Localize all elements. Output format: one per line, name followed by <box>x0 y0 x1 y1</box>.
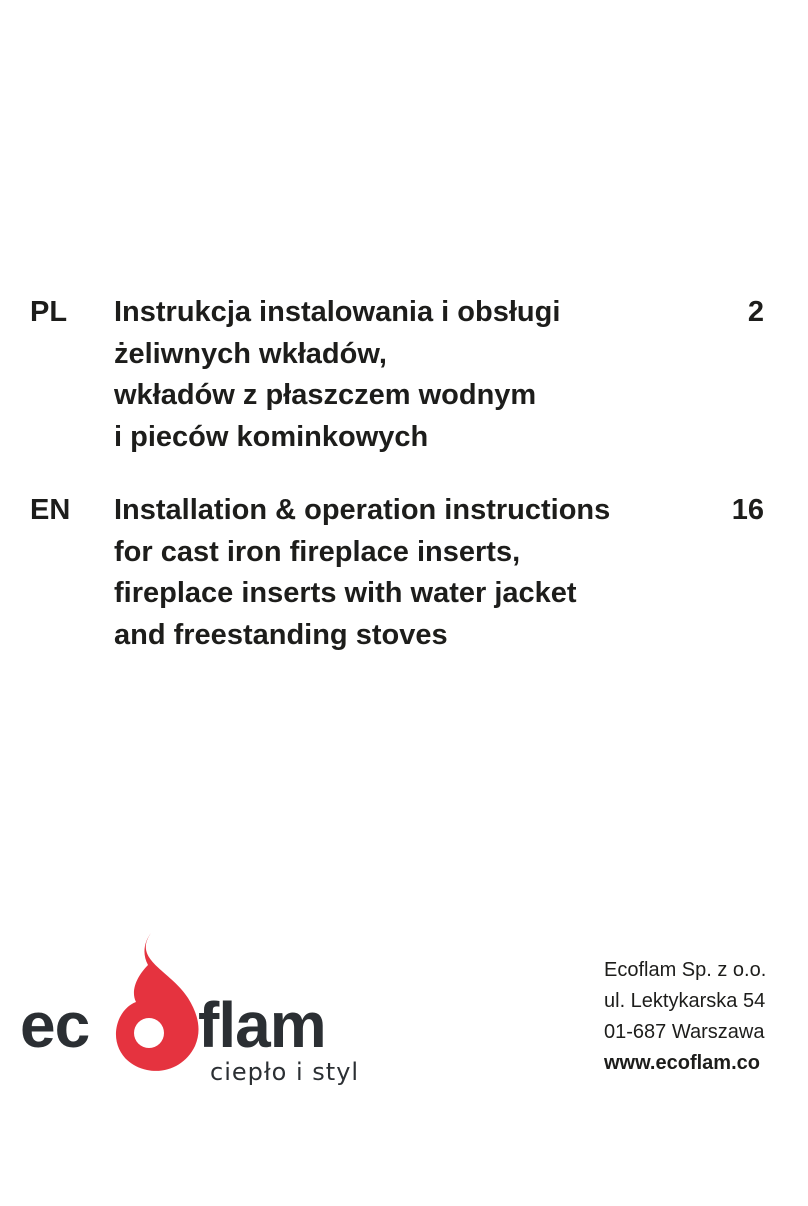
ecoflam-logo <box>20 930 380 1090</box>
title-line: fireplace inserts with water jacket <box>114 577 577 609</box>
company-address <box>604 955 766 1079</box>
flame-icon <box>116 933 199 1071</box>
website-link[interactable]: www.ecoflam.co <box>604 1052 760 1074</box>
tagline: ciepło i styl <box>210 1058 360 1086</box>
wordmark-left: ec <box>20 989 90 1061</box>
title-line: Installation & operation instructions <box>114 494 611 526</box>
page-number: 2 <box>747 296 764 328</box>
wordmark-right: flam <box>198 989 326 1061</box>
lang-code: EN <box>30 494 71 526</box>
title-line: and freestanding stoves <box>114 618 448 651</box>
entry-title <box>114 292 684 458</box>
title-line: for cast iron fireplace inserts, <box>114 535 521 568</box>
page-number: 16 <box>731 494 764 526</box>
title-line: i pieców kominkowych <box>114 420 429 453</box>
title-line: żeliwnych wkładów, <box>114 337 387 370</box>
city-postcode: 01-687 Warszawa <box>604 1021 765 1043</box>
ecoflam-logo-svg <box>20 930 380 1090</box>
entry-title <box>114 490 684 656</box>
flame-hole <box>134 1018 164 1048</box>
street-address: ul. Lektykarska 54 <box>604 990 766 1012</box>
title-line: wkładów z płaszczem wodnym <box>114 379 537 411</box>
company-name: Ecoflam Sp. z o.o. <box>604 959 767 981</box>
title-line: Instrukcja instalowania i obsługi <box>114 296 561 328</box>
lang-code: PL <box>30 296 68 328</box>
